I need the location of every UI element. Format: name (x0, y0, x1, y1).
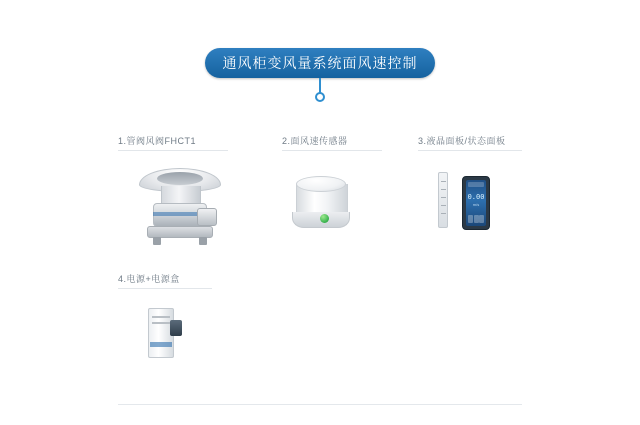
diagram-title: 通风柜变风量系统面风速控制 (205, 48, 435, 78)
power-switch-handle (170, 320, 182, 336)
item-4-label: 4.电源+电源盒 (118, 274, 180, 284)
item-4-underline (118, 288, 212, 289)
item-2-underline (282, 150, 382, 151)
lcd-top-bar (468, 182, 484, 187)
strip-tick (441, 197, 446, 198)
power-label-band (150, 342, 172, 347)
lcd-unit: m/s (472, 202, 480, 207)
lcd-screen (466, 180, 486, 226)
damper-cone-inner (157, 172, 203, 185)
power-slot (152, 322, 170, 324)
damper-foot-right (199, 237, 207, 245)
strip-tick (441, 189, 446, 190)
strip-tick (441, 213, 446, 214)
bottom-divider (118, 404, 522, 405)
lcd-button (468, 215, 473, 223)
strip-tick (441, 181, 446, 182)
lcd-button (479, 215, 484, 223)
damper-valve-icon (135, 168, 225, 246)
lcd-button-row (468, 215, 484, 223)
item-1-label: 1.管阀风阀FHCT1 (118, 136, 197, 146)
status-strip-panel (438, 172, 448, 228)
lcd-button (474, 215, 479, 223)
wind-speed-sensor-icon (290, 176, 352, 238)
power-supply-icon (140, 308, 188, 364)
damper-foot-left (153, 237, 161, 245)
damper-actuator (197, 208, 217, 226)
sensor-led-indicator (320, 214, 329, 223)
sensor-top-disc (296, 176, 346, 192)
power-slot (152, 316, 170, 318)
lcd-display-panel (462, 176, 490, 230)
item-1-underline (118, 150, 228, 151)
lcd-value: 0.00 (467, 193, 485, 201)
item-3-underline (418, 150, 522, 151)
strip-tick (441, 205, 446, 206)
item-2-label: 2.面风速传感器 (282, 136, 348, 146)
title-connector-dot (315, 92, 325, 102)
item-3-label: 3.液晶面板/状态面板 (418, 136, 506, 146)
lcd-panel-icon (438, 172, 498, 238)
